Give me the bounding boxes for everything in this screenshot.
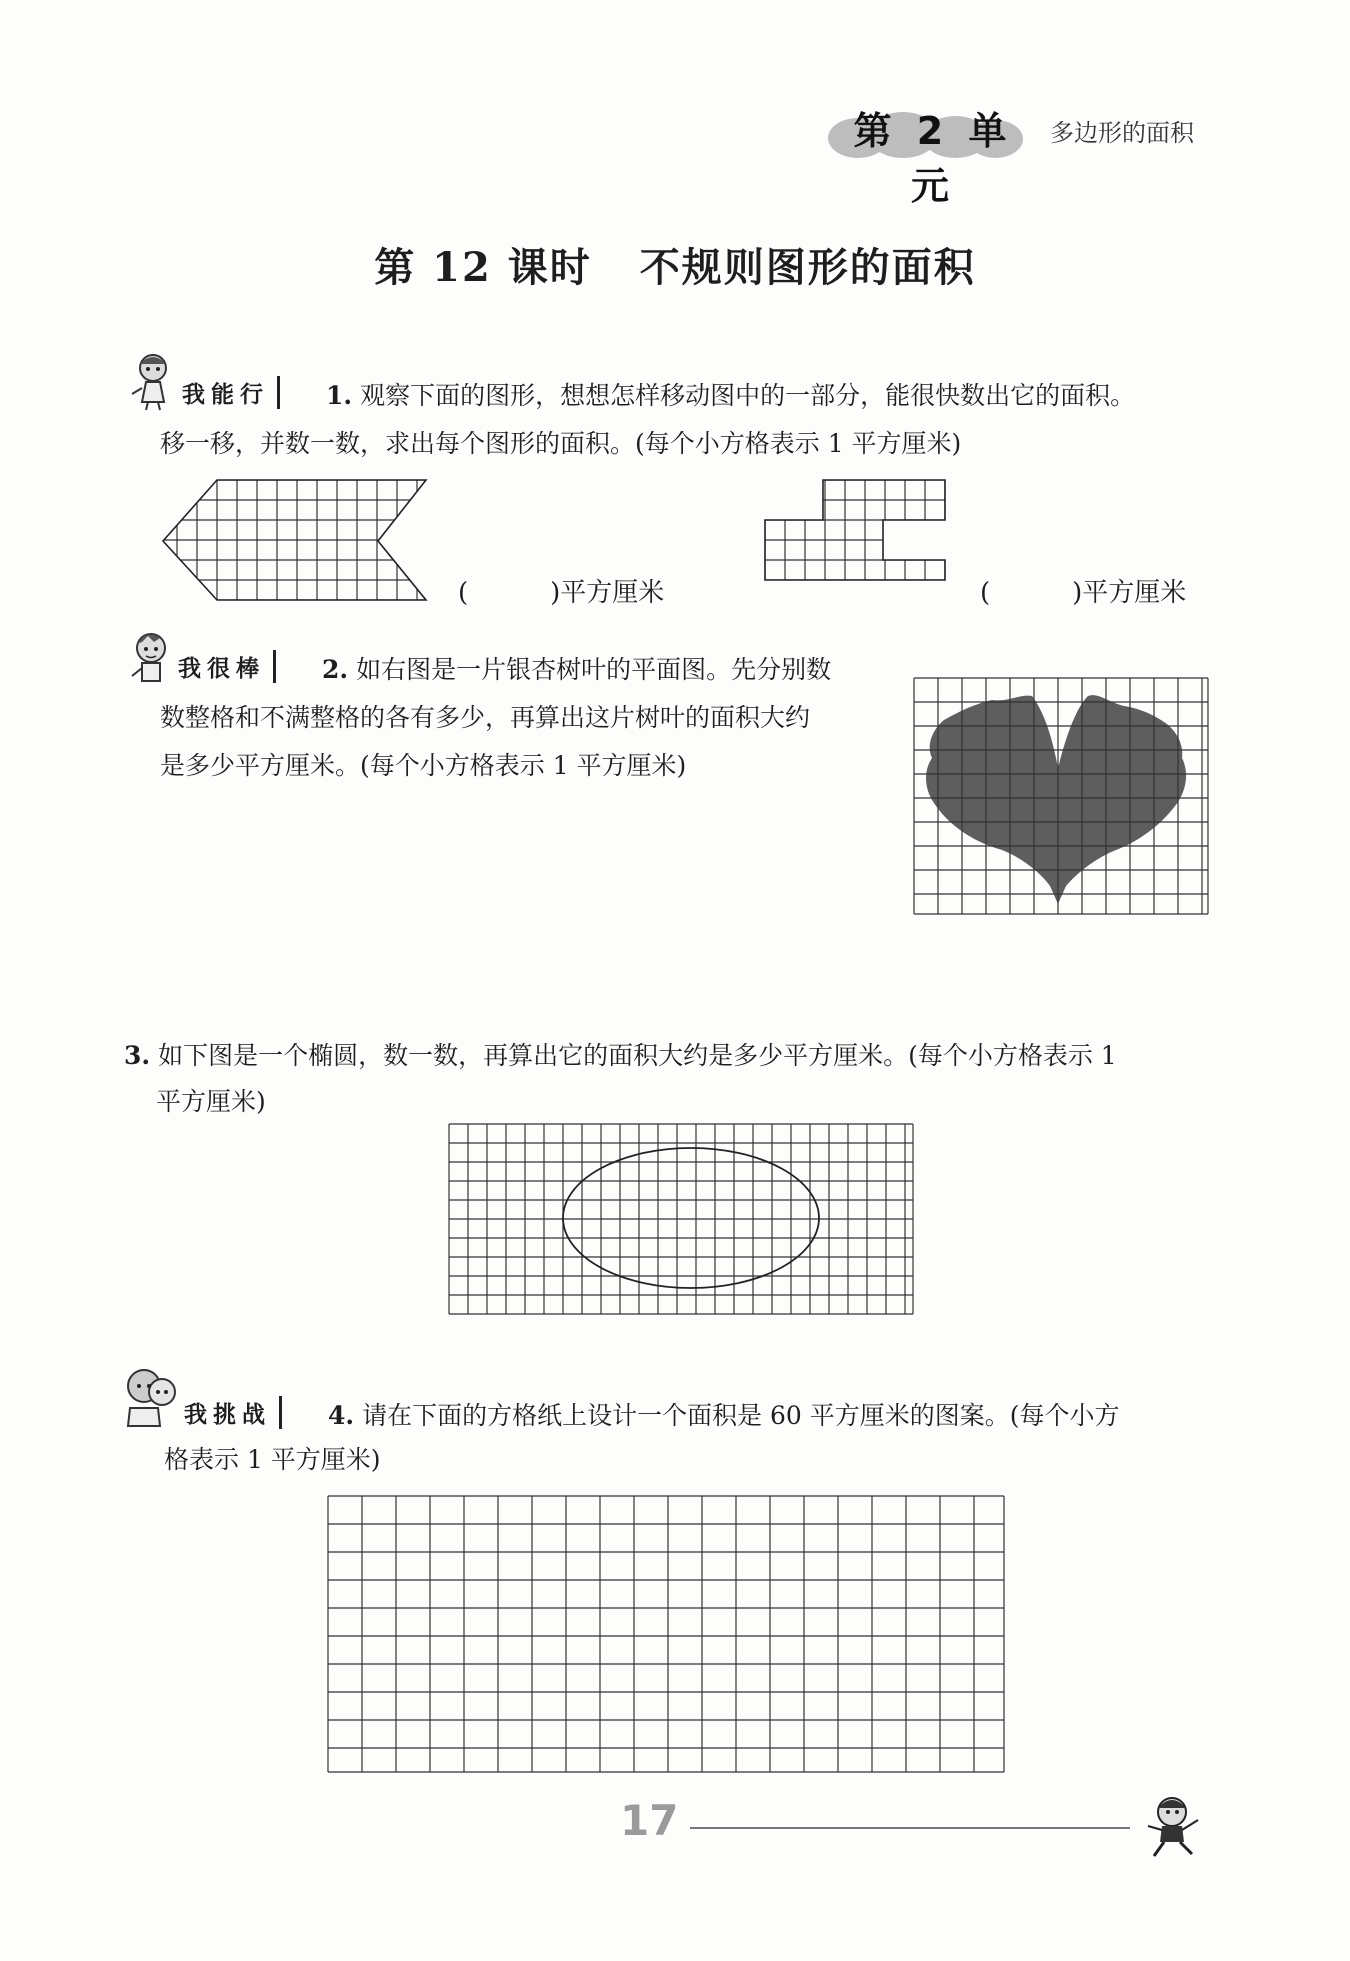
q2-text-1: 如右图是一片银杏树叶的平面图。先分别数: [356, 655, 832, 684]
q1-line1: [326, 372, 1135, 420]
unit-label: 第 2 单元: [853, 109, 1013, 208]
q2-line3: 是多少平方厘米。(每个小方格表示 1 平方厘米): [160, 751, 687, 780]
unit-badge: [828, 100, 1028, 208]
lesson-number: 第 12 课时: [374, 244, 592, 291]
q4-tag: 我挑战: [184, 1396, 282, 1429]
q3-number: 3.: [124, 1041, 151, 1070]
q3-line2: 平方厘米): [156, 1087, 266, 1116]
q1-step-shape-grid: [763, 478, 949, 582]
q4-line1: [328, 1392, 1120, 1440]
mascot-pair-icon: [122, 1364, 182, 1428]
q1-answer-1: ( )平方厘米: [458, 578, 665, 608]
q1-arrow-shape-grid: [160, 478, 430, 604]
q4-drawing-grid[interactable]: [326, 1494, 1006, 1774]
page-number: 17: [620, 1796, 679, 1845]
lesson-name: 不规则图形的面积: [639, 244, 976, 291]
lesson-title: [0, 236, 1350, 293]
mascot-boy-icon: [126, 628, 176, 690]
q1-text-1: 观察下面的图形，想想怎样移动图中的一部分，能很快数出它的面积。: [360, 381, 1136, 410]
q1-answer-2: ( )平方厘米: [980, 578, 1187, 608]
unit-subtitle: 多边形的面积: [1050, 119, 1194, 147]
footer-rule: [690, 1827, 1130, 1829]
q4-line2: 格表示 1 平方厘米): [164, 1445, 381, 1474]
q2-line1: [322, 646, 831, 694]
q1-number: 1.: [326, 381, 353, 410]
q2-tag: 我很棒: [178, 650, 276, 683]
q1-line2: 移一移，并数一数，求出每个图形的面积。(每个小方格表示 1 平方厘米): [160, 429, 962, 458]
q3-line1: [124, 1032, 1117, 1080]
mascot-running-icon: [1138, 1790, 1210, 1862]
q2-number: 2.: [322, 655, 349, 684]
q2-ginkgo-leaf-grid: [912, 676, 1210, 916]
q4-text-1: 请在下面的方格纸上设计一个面积是 60 平方厘米的图案。(每个小方: [362, 1401, 1120, 1430]
q3-text-1: 如下图是一个椭圆，数一数，再算出它的面积大约是多少平方厘米。(每个小方格表示 1: [158, 1041, 1117, 1070]
q3-ellipse-grid: [447, 1122, 915, 1316]
q4-number: 4.: [328, 1401, 355, 1430]
q1-tag: 我能行: [182, 376, 280, 409]
mascot-girl-icon: [128, 350, 178, 412]
q2-line2: 数整格和不满整格的各有多少，再算出这片树叶的面积大约: [160, 703, 811, 732]
